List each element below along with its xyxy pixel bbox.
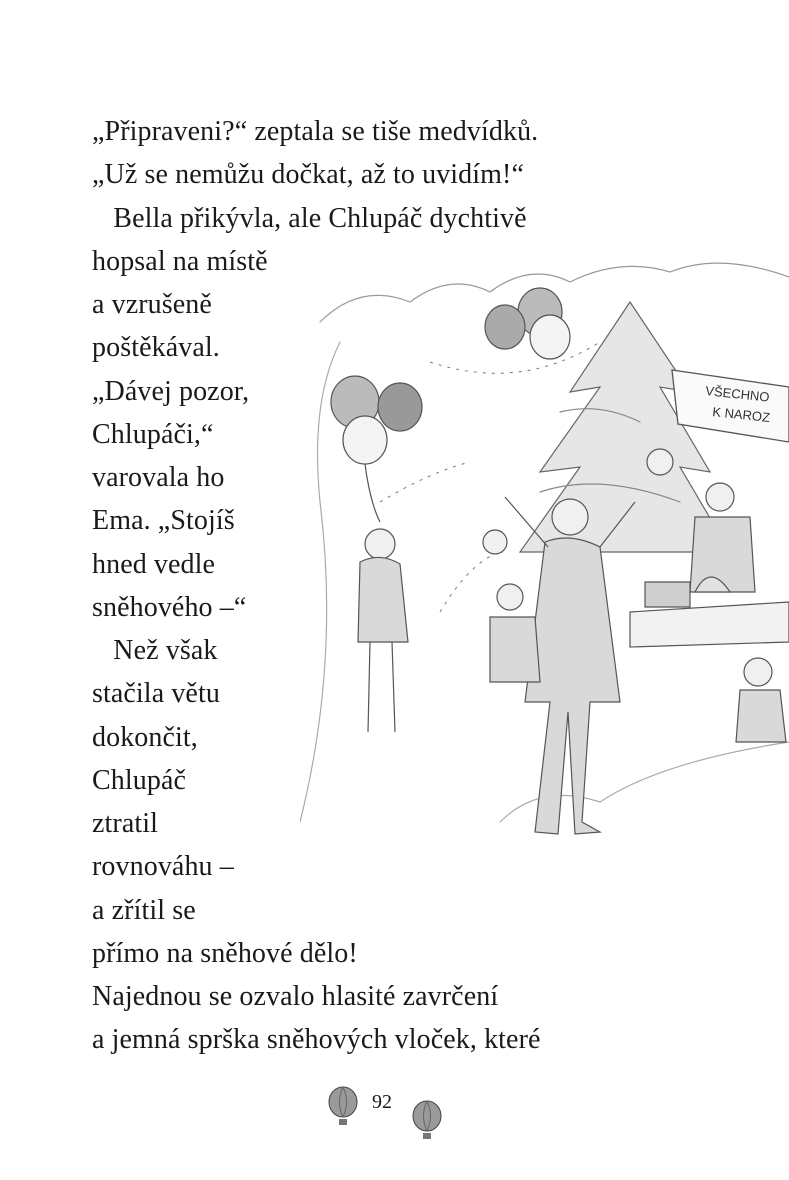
text-line-6: poštěkával.: [92, 332, 220, 363]
text-line-4: hopsal na místě: [92, 246, 268, 277]
text-line-19: a zřítil se: [92, 895, 196, 926]
text-line-16: Chlupáč: [92, 765, 187, 796]
text-line-14: stačila větu: [92, 678, 220, 709]
text-line-5: a vzrušeně: [92, 289, 212, 320]
text-line-15: dokončit,: [92, 722, 198, 753]
text-line-13: Než však: [92, 635, 218, 666]
text-line-2: „Už se nemůžu dočkat, až to uvidím!“: [92, 159, 524, 190]
banner-text-line1: VŠECHNO: [704, 383, 771, 405]
winter-party-illustration: [300, 262, 789, 882]
balloon-icon-right: [410, 1100, 444, 1142]
text-line-21: Najednou se ozvalo hlasité zavrčení: [92, 981, 499, 1012]
text-line-9: varovala ho: [92, 462, 225, 493]
text-line-12: sněhového –“: [92, 592, 247, 623]
text-line-20: přímo na sněhové dělo!: [92, 938, 358, 969]
banner-text-line2: K NAROZ: [711, 404, 771, 426]
text-line-8: Chlupáči,“: [92, 419, 214, 450]
text-line-18: rovnováhu –: [92, 851, 234, 882]
text-line-3: Bella přikývla, ale Chlupáč dychtivě: [92, 203, 527, 234]
page-number: 92: [372, 1091, 392, 1113]
text-line-1: „Připraveni?“ zeptala se tiše medvídků.: [92, 116, 539, 147]
text-line-11: hned vedle: [92, 549, 216, 580]
text-line-10: Ema. „Stojíš: [92, 505, 235, 536]
text-line-7: „Dávej pozor,: [92, 376, 250, 407]
text-line-17: ztratil: [92, 808, 158, 839]
balloon-icon-left: [326, 1086, 360, 1128]
text-line-22: a jemná sprška sněhových vloček, které: [92, 1024, 541, 1055]
